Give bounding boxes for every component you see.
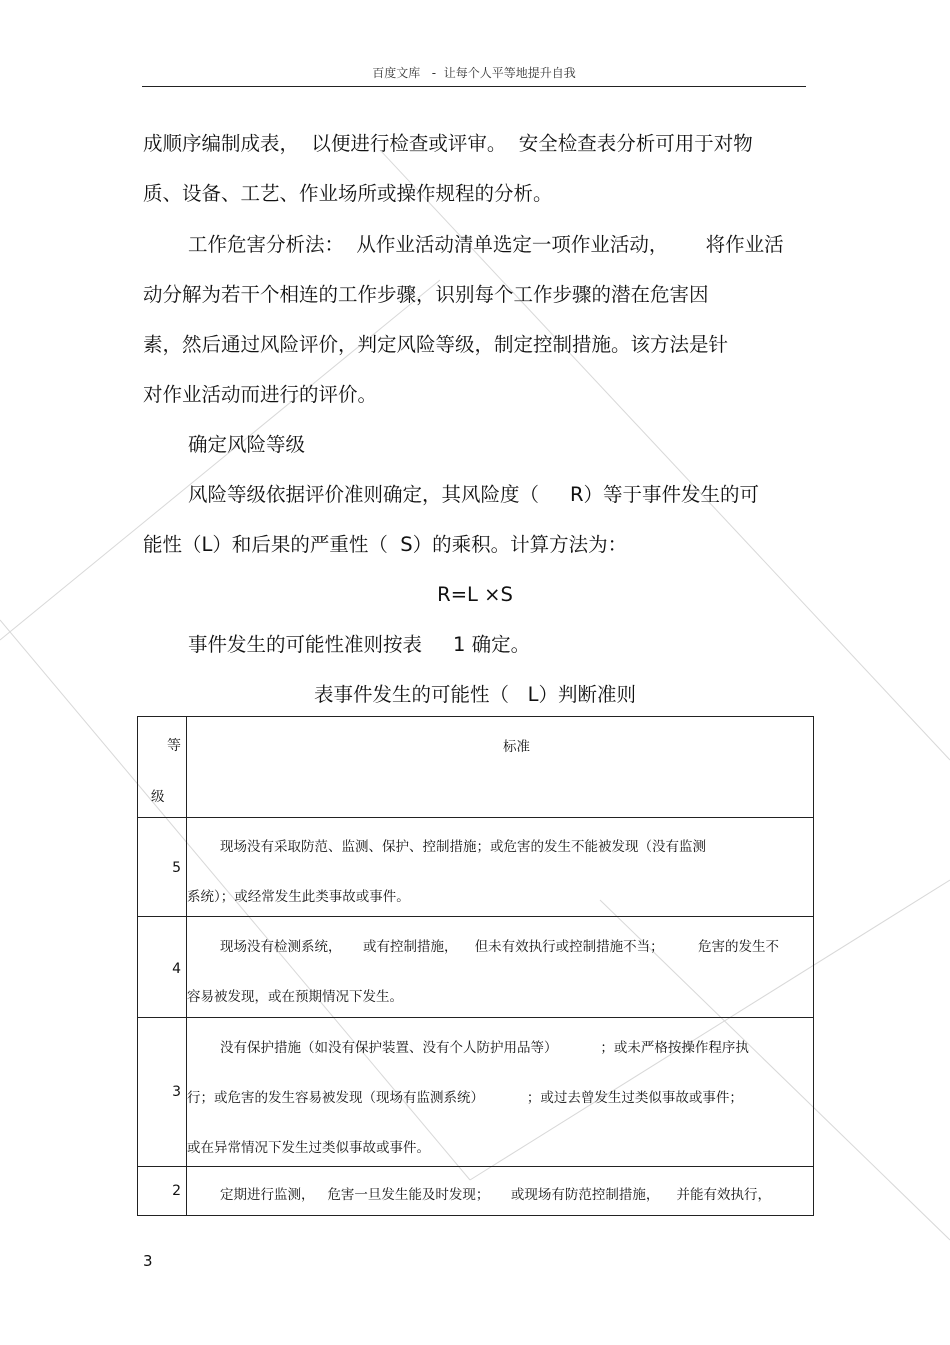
table-row [138, 917, 814, 1018]
header-site: 百度文库 [372, 66, 421, 80]
level-value: 4 [172, 961, 181, 977]
level-cell [138, 1018, 187, 1167]
likelihood-table [137, 716, 814, 1216]
body-line: 工作危害分析法： 从作业活动清单选定一项作业活动， 将作业活 [188, 233, 784, 256]
level-value: 5 [172, 860, 181, 876]
body-line: 事件发生的可能性准则按表 1 确定。 [188, 633, 531, 656]
level-cell [138, 1167, 187, 1216]
criteria-header: 标准 [503, 739, 530, 755]
level-header-bottom: 级 [151, 789, 165, 805]
criteria-cell [187, 1018, 814, 1167]
criteria-cell [187, 818, 814, 917]
table-row [138, 1018, 814, 1167]
criteria-line: 容易被发现，或在预期情况下发生。 [187, 989, 403, 1005]
criteria-line: 系统）；或经常发生此类事故或事件。 [187, 889, 410, 905]
level-value: 2 [172, 1183, 181, 1199]
level-header-top: 等 [167, 738, 181, 754]
table-header-row [138, 717, 814, 818]
body-line: 动分解为若干个相连的工作步骤，识别每个工作步骤的潜在危害因 [143, 283, 709, 306]
criteria-cell [187, 917, 814, 1018]
body-line: 质、设备、工艺、作业场所或操作规程的分析。 [143, 182, 553, 205]
table-row [138, 1167, 814, 1216]
table-caption: 表事件发生的可能性（ L）判断准则 [314, 683, 636, 706]
section-heading: 确定风险等级 [188, 433, 306, 456]
header-slogan: 让每个人平等地提升自我 [443, 66, 576, 80]
criteria-line: 或在异常情况下发生过类似事故或事件。 [187, 1140, 430, 1156]
body-line: 对作业活动而进行的评价。 [143, 383, 378, 406]
level-cell [138, 917, 187, 1018]
criteria-header-cell [187, 717, 814, 818]
level-cell [138, 818, 187, 917]
criteria-line: 行；或危害的发生容易被发现（现场有监测系统） ；或过去曾发生过类似事故或事件； [187, 1090, 743, 1106]
header-separator: - [431, 66, 437, 80]
table-row [138, 818, 814, 917]
criteria-line: 没有保护措施（如没有保护装置、没有个人防护用品等） ；或未严格按操作程序执 [220, 1040, 749, 1056]
criteria-line: 现场没有采取防范、监测、保护、控制措施；或危害的发生不能被发现（没有监测 [220, 839, 706, 855]
body-line: 成顺序编制成表， 以便进行检查或评审。 安全检查表分析可用于对物 [143, 132, 753, 155]
level-value: 3 [172, 1084, 181, 1100]
body-line: 能性（L）和后果的严重性（ S）的乘积。计算方法为： [143, 533, 628, 556]
formula: R=L ×S [437, 583, 513, 606]
criteria-line: 定期进行监测， 危害一旦发生能及时发现； 或现场有防范控制措施， 并能有效执行， [220, 1187, 771, 1203]
level-header-cell [138, 717, 187, 818]
page-number: 3 [143, 1252, 153, 1270]
criteria-line: 现场没有检测系统， 或有控制措施， 但未有效执行或控制措施不当； 危害的发生不 [220, 939, 779, 955]
criteria-cell [187, 1167, 814, 1216]
body-line: 风险等级依据评价准则确定，其风险度（ R）等于事件发生的可 [188, 483, 760, 506]
header-rule [142, 86, 806, 87]
body-line: 素，然后通过风险评价，判定风险等级，制定控制措施。该方法是针 [143, 333, 729, 356]
page-header [142, 64, 806, 81]
